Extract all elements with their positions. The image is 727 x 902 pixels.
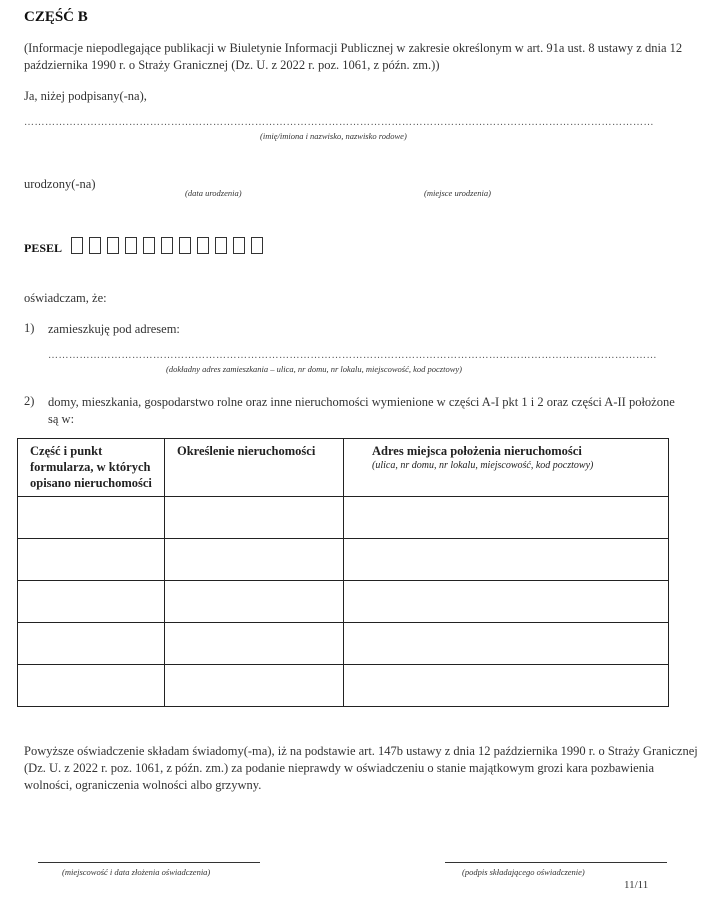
column-header-form-part [18, 439, 165, 497]
intro-note: (Informacje niepodlegające publikacji w Biuletynie Informacji Publicznej w zakresie określonym w art. 91a ust. 8 ustawy z dnia 12 października 1990 r. o Straży Granicznej (Dz. U. z 2022 r. poz. 1061, z późn. zm.)) [24, 41, 683, 72]
table-row [18, 623, 669, 665]
pesel-digit-box[interactable] [143, 237, 155, 254]
table-cell[interactable] [18, 539, 165, 581]
declaration-label: oświadczam, że: [24, 291, 107, 305]
pesel-input-boxes[interactable] [71, 237, 269, 254]
table-cell[interactable] [344, 581, 669, 623]
table-cell[interactable] [165, 665, 344, 707]
pesel-digit-box[interactable] [179, 237, 191, 254]
signature-caption: (podpis składającego oświadczenie) [462, 867, 585, 877]
item1-label: zamieszkuję pod adresem: [48, 322, 180, 336]
column-header-property-type-title: Określenie nieruchomości [177, 444, 316, 458]
signature-line[interactable] [445, 862, 667, 863]
pesel-digit-box[interactable] [107, 237, 119, 254]
table-cell[interactable] [165, 581, 344, 623]
table-row [18, 497, 669, 539]
column-header-form-part-title: Część i punkt formularza, w których opisano nieruchomości [30, 444, 152, 490]
birth-label: urodzony(-na) [24, 177, 96, 191]
name-dotted-line[interactable]: ……………………………………………………………………………………………………………………………………………………………… [24, 117, 654, 128]
table-cell[interactable] [344, 665, 669, 707]
column-header-property-address [344, 439, 669, 497]
property-table-header [18, 439, 669, 497]
table-cell[interactable] [18, 581, 165, 623]
table-cell[interactable] [165, 623, 344, 665]
pesel-digit-box[interactable] [71, 237, 83, 254]
pesel-digit-box[interactable] [251, 237, 263, 254]
place-date-signature-line[interactable] [38, 862, 260, 863]
table-cell[interactable] [18, 623, 165, 665]
table-cell[interactable] [344, 539, 669, 581]
table-cell[interactable] [344, 497, 669, 539]
pesel-digit-box[interactable] [125, 237, 137, 254]
pesel-digit-box[interactable] [233, 237, 245, 254]
pesel-digit-box[interactable] [161, 237, 173, 254]
column-header-property-address-title: Adres miejsca położenia nieruchomości [372, 444, 582, 458]
table-cell[interactable] [18, 665, 165, 707]
section-title: CZĘŚĆ B [24, 9, 88, 25]
legal-statement: Powyższe oświadczenie składam świadomy(-ma), iż na podstawie art. 147b ustawy z dnia 12 października 1990 r. o Straży Granicznej (Dz. U. z 2022 r. poz. 1061, z późn. zm.) za podanie nieprawdy w oświadczeniu o stanie majątkowym grozi kara pozbawienia wolności, ograniczenia wolności albo grzywny. [24, 744, 698, 792]
pesel-label: PESEL [24, 241, 63, 255]
table-row [18, 581, 669, 623]
column-header-property-address-sub: (ulica, nr domu, nr lokalu, miejscowość, kod pocztowy) [372, 460, 594, 471]
table-row [18, 539, 669, 581]
item1-number: 1) [24, 321, 35, 335]
pesel-digit-box[interactable] [215, 237, 227, 254]
pesel-digit-box[interactable] [197, 237, 209, 254]
table-cell[interactable] [165, 539, 344, 581]
address-caption: (dokładny adres zamieszkania – ulica, nr domu, nr lokalu, miejscowość, kod pocztowy) [166, 364, 462, 374]
table-cell[interactable] [18, 497, 165, 539]
item2-text: domy, mieszkania, gospodarstwo rolne oraz inne nieruchomości wymienione w części A-I pkt 1 i 2 oraz części A-II położone są w: [48, 395, 675, 426]
table-cell[interactable] [165, 497, 344, 539]
address-dotted-line[interactable]: ………………………………………………………………………………………………………………………………………………………… [48, 350, 657, 361]
column-header-property-type [165, 439, 344, 497]
place-date-caption: (miejscowość i data złożenia oświadczenia) [62, 867, 211, 877]
property-table [17, 438, 669, 707]
name-caption: (imię/imiona i nazwisko, nazwisko rodowe) [260, 131, 407, 141]
item2-number: 2) [24, 394, 35, 408]
birth-place-caption: (miejsce urodzenia) [424, 188, 491, 198]
birth-date-caption: (data urodzenia) [185, 188, 242, 198]
signer-label: Ja, niżej podpisany(-na), [24, 89, 147, 103]
table-row [18, 665, 669, 707]
page-number: 11/11 [624, 879, 649, 891]
pesel-digit-box[interactable] [89, 237, 101, 254]
table-cell[interactable] [344, 623, 669, 665]
